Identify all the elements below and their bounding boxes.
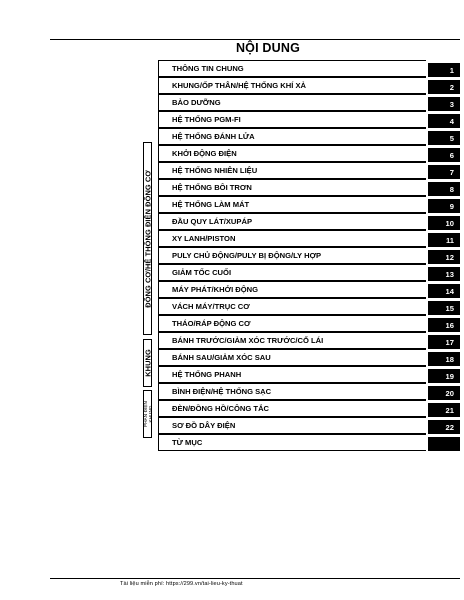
toc-row[interactable]	[158, 145, 460, 162]
toc-chapter-title[interactable]: THÁO/RÁP ĐỘNG CƠ	[158, 315, 426, 332]
toc-chapter-number[interactable]: 1	[428, 63, 460, 77]
toc-row[interactable]	[158, 417, 460, 434]
toc-row[interactable]	[158, 400, 460, 417]
toc-chapter-title[interactable]: PULY CHỦ ĐỘNG/PULY BỊ ĐỘNG/LY HỢP	[158, 247, 426, 264]
toc-chapter-number[interactable]: 18	[428, 352, 460, 366]
toc-chapter-number[interactable]: 3	[428, 97, 460, 111]
toc-row[interactable]	[158, 111, 460, 128]
footer-link[interactable]: Tài liệu miễn phí: https://299.vn/tai-lieu-ky-thuat	[120, 581, 243, 587]
toc-chapter-title[interactable]: HỆ THỐNG LÀM MÁT	[158, 196, 426, 213]
toc-chapter-title[interactable]: KHUNG/ỐP THÂN/HỆ THỐNG KHÍ XẢ	[158, 77, 426, 94]
toc-chapter-title[interactable]: ĐÈN/ĐỒNG HỒ/CÔNG TẮC	[158, 400, 426, 417]
toc-row[interactable]	[158, 264, 460, 281]
toc-list	[158, 60, 460, 451]
toc-chapter-number[interactable]: 22	[428, 420, 460, 434]
toc-chapter-title[interactable]: VÁCH MÁY/TRỤC CƠ	[158, 298, 426, 315]
toc-chapter-number[interactable]: 6	[428, 148, 460, 162]
toc-row[interactable]	[158, 281, 460, 298]
toc-row[interactable]	[158, 383, 460, 400]
toc-chapter-title[interactable]: SƠ ĐỒ DÂY ĐIỆN	[158, 417, 426, 434]
toc-row[interactable]	[158, 196, 460, 213]
toc-chapter-number[interactable]: 2	[428, 80, 460, 94]
toc-row[interactable]	[158, 230, 460, 247]
toc-chapter-number[interactable]: 11	[428, 233, 460, 247]
toc-chapter-number[interactable]: 19	[428, 369, 460, 383]
toc-chapter-number[interactable]: 17	[428, 335, 460, 349]
page-title: NỘI DUNG	[235, 41, 301, 55]
toc-chapter-title[interactable]: GIẢM TỐC CUỐI	[158, 264, 426, 281]
toc-chapter-number[interactable]: 5	[428, 131, 460, 145]
toc-chapter-number[interactable]: 20	[428, 386, 460, 400]
toc-row[interactable]	[158, 77, 460, 94]
toc-chapter-number[interactable]: 4	[428, 114, 460, 128]
bottom-rule	[50, 578, 460, 579]
toc-row[interactable]	[158, 332, 460, 349]
top-rule	[50, 39, 460, 40]
toc-chapter-title[interactable]: HỆ THỐNG ĐÁNH LỬA	[158, 128, 426, 145]
toc-chapter-number[interactable]: 15	[428, 301, 460, 315]
toc-chapter-number[interactable]: 8	[428, 182, 460, 196]
toc-chapter-number[interactable]: 16	[428, 318, 460, 332]
group-engine-label: ĐỘNG CƠ/HỆ THỐNG ĐIỆN ĐỘNG CƠ	[143, 169, 152, 308]
toc-chapter-title[interactable]: MÁY PHÁT/KHỞI ĐỘNG	[158, 281, 426, 298]
toc-row[interactable]	[158, 213, 460, 230]
toc-chapter-number[interactable]: 10	[428, 216, 460, 230]
toc-chapter-number[interactable]: 21	[428, 403, 460, 417]
toc-row[interactable]	[158, 349, 460, 366]
toc-chapter-number[interactable]: 14	[428, 284, 460, 298]
group-frame-label: KHUNG	[143, 349, 152, 377]
toc-row[interactable]	[158, 315, 460, 332]
toc-chapter-title[interactable]: HỆ THỐNG BÔI TRƠN	[158, 179, 426, 196]
toc-chapter-title[interactable]: BÁNH SAU/GIẢM XÓC SAU	[158, 349, 426, 366]
toc-chapter-number[interactable]	[428, 437, 460, 451]
toc-chapter-number[interactable]: 9	[428, 199, 460, 213]
toc-chapter-title[interactable]: BÌNH ĐIỆN/HỆ THỐNG SẠC	[158, 383, 426, 400]
toc-row[interactable]	[158, 366, 460, 383]
toc-chapter-title[interactable]: HỆ THỐNG PHANH	[158, 366, 426, 383]
toc-row[interactable]	[158, 434, 460, 451]
toc-row[interactable]	[158, 298, 460, 315]
toc-chapter-title[interactable]: XY LANH/PISTON	[158, 230, 426, 247]
toc-chapter-number[interactable]: 13	[428, 267, 460, 281]
toc-chapter-title[interactable]: HỆ THỐNG PGM-FI	[158, 111, 426, 128]
toc-chapter-number[interactable]: 12	[428, 250, 460, 264]
toc-chapter-title[interactable]: HỆ THỐNG NHIÊN LIỆU	[158, 162, 426, 179]
toc-row[interactable]	[158, 247, 460, 264]
toc-chapter-title[interactable]: ĐẦU QUY LÁT/XUPÁP	[158, 213, 426, 230]
toc-row[interactable]	[158, 60, 460, 77]
toc-chapter-title[interactable]: TỪ MỤC	[158, 434, 426, 451]
group-frame-electrical-label: PHẦN ĐIỆN KHUNG	[142, 401, 153, 427]
toc-row[interactable]	[158, 128, 460, 145]
toc-chapter-number[interactable]: 7	[428, 165, 460, 179]
toc-row[interactable]	[158, 162, 460, 179]
toc-chapter-title[interactable]: THÔNG TIN CHUNG	[158, 60, 426, 77]
toc-row[interactable]	[158, 94, 460, 111]
toc-chapter-title[interactable]: BÁNH TRƯỚC/GIẢM XÓC TRƯỚC/CỔ LÁI	[158, 332, 426, 349]
toc-chapter-title[interactable]: KHỞI ĐỘNG ĐIỆN	[158, 145, 426, 162]
toc-row[interactable]	[158, 179, 460, 196]
toc-chapter-title[interactable]: BẢO DƯỠNG	[158, 94, 426, 111]
